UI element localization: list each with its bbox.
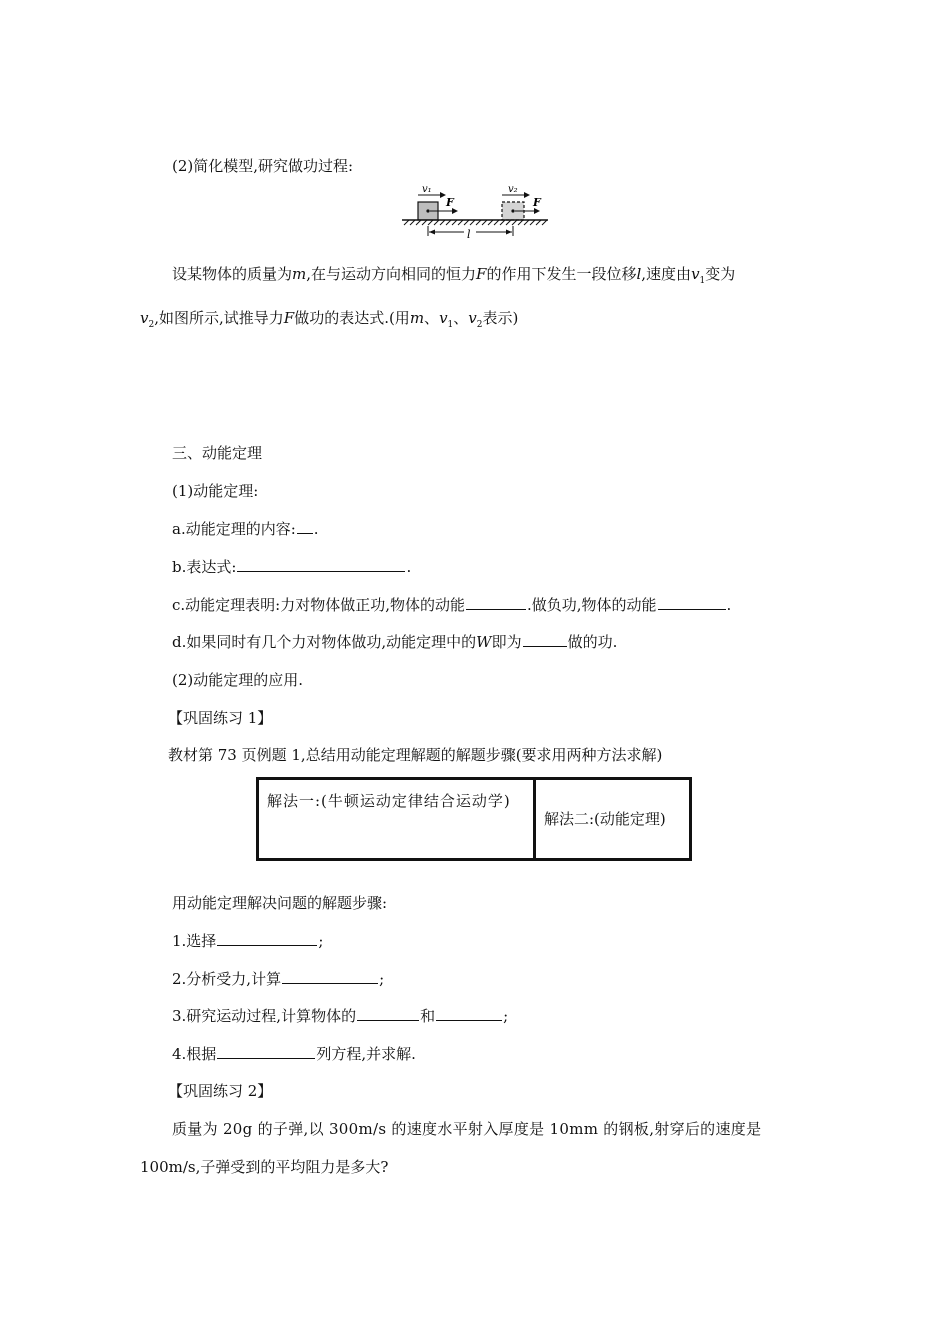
v2-label: v₂ [508, 184, 518, 195]
theorem-content-line: a.动能定理的内容: . [172, 520, 319, 538]
step-1-blank[interactable] [217, 931, 317, 946]
step-4-blank[interactable] [217, 1044, 315, 1059]
model-description-line-1: 设某物体的质量为m,在与运动方向相同的恒力F的作用下发生一段位移l,速度由$v_1$变为 [172, 265, 736, 286]
step-3-blank-2[interactable] [436, 1006, 502, 1021]
step-3-blank-1[interactable] [357, 1006, 419, 1021]
displacement-label: l [467, 228, 471, 240]
section-3-title: 三、动能定理 [172, 444, 263, 462]
force-label-1: F [446, 196, 454, 209]
model-heading: (2)简化模型,研究做功过程: [172, 157, 354, 175]
positive-work-blank[interactable] [466, 595, 526, 610]
step-4: 4.根据 列方程,并求解. [172, 1045, 416, 1063]
step-2: 2.分析受力,计算 ; [172, 970, 385, 988]
solution-methods-table [256, 777, 692, 861]
model-description-line-2: $v_2$,如图所示,试推导力F做功的表达式.(用m、$v_1$、$v_2$表示) [140, 309, 519, 330]
step-2-blank[interactable] [282, 969, 378, 984]
content-blank[interactable] [297, 519, 313, 534]
theorem-multiple-forces-line: d.如果同时有几个力对物体做功,动能定理中的W即为 做的功. [172, 633, 618, 651]
force-label-2: F [533, 196, 541, 209]
practice-1-prompt: 教材第 73 页例题 1,总结用动能定理解题的解题步骤(要求用两种方法求解) [168, 746, 663, 764]
theorem-item-2: (2)动能定理的应用. [172, 671, 304, 689]
practice-2-line-2: 100m/s,子弹受到的平均阻力是多大? [140, 1158, 389, 1176]
steps-title: 用动能定理解决问题的解题步骤: [172, 894, 388, 912]
theorem-item-1: (1)动能定理: [172, 482, 259, 500]
negative-work-blank[interactable] [658, 595, 726, 610]
force-displacement-figure [400, 182, 550, 240]
v1-label: v₁ [422, 184, 432, 195]
method-1-cell[interactable]: 解法一:(牛顿运动定律结合运动学) [259, 780, 536, 858]
method-2-label: 解法二:(动能定理) [544, 810, 666, 828]
method-2-cell[interactable] [536, 780, 689, 858]
practice-2-line-1: 质量为 20g 的子弹,以 300m/s 的速度水平射入厚度是 10mm 的钢板,射穿后的速度是 [172, 1120, 762, 1138]
practice-1-title: 【巩固练习 1】 [168, 709, 273, 727]
theorem-meaning-line: c.动能定理表明:力对物体做正功,物体的动能 .做负功,物体的动能 . [172, 596, 732, 614]
net-work-blank[interactable] [523, 632, 567, 647]
ground [402, 220, 548, 225]
practice-2-title: 【巩固练习 2】 [168, 1082, 273, 1100]
theorem-expression-line: b.表达式: . [172, 558, 412, 576]
expression-blank[interactable] [237, 557, 405, 572]
step-1: 1.选择 ; [172, 932, 324, 950]
step-3: 3.研究运动过程,计算物体的 和 ; [172, 1007, 509, 1025]
